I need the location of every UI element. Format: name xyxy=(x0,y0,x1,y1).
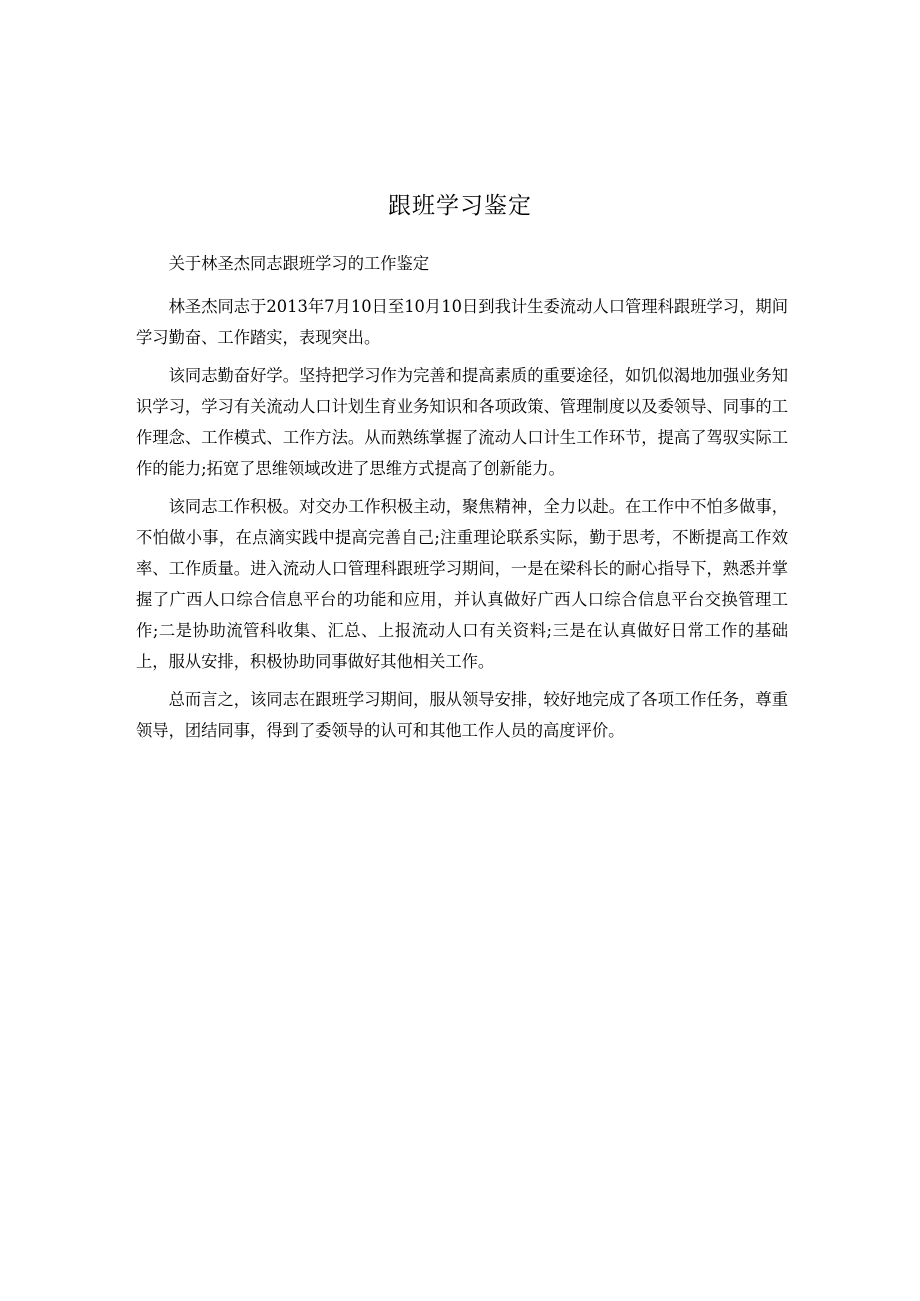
document-subtitle: 关于林圣杰同志跟班学习的工作鉴定 xyxy=(168,254,430,273)
paragraph-work: 该同志工作积极。对交办工作积极主动，聚焦精神，全力以赴。在工作中不怕多做事，不怕做小事，在点滴实践中提高完善自己;注重理论联系实际，勤于思考，不断提高工作效率、工作质量。进入流动人口管理科跟班学习期间，一是在梁科长的耐心指导下，熟悉并掌握了广西人口综合信息平台的功能和应用，并认真做好广西人口综合信息平台交换管理工作;二是协助流管科收集、汇总、上报流动人口有关资料;三是在认真做好日常工作的基础上，服从安排，积极协助同事做好其他相关工作。 xyxy=(136,497,788,671)
paragraph-summary: 总而言之，该同志在跟班学习期间，服从领导安排，较好地完成了各项工作任务，尊重领导，团结同事，得到了委领导的认可和其他工作人员的高度评价。 xyxy=(136,690,788,740)
paragraph-intro: 林圣杰同志于2013年7月10日至10月10日到我计生委流动人口管理科跟班学习，期间学习勤奋、工作踏实，表现突出。 xyxy=(136,297,788,347)
paragraph-study: 该同志勤奋好学。坚持把学习作为完善和提高素质的重要途径，如饥似渴地加强业务知识学习，学习有关流动人口计划生育业务知识和各项政策、管理制度以及委领导、同事的工作理念、工作模式、工作方法。从而熟练掌握了流动人口计生工作环节，提高了驾驭实际工作的能力;拓宽了思维领域改进了思维方式提高了创新能力。 xyxy=(136,366,788,478)
document-body xyxy=(136,248,788,753)
document-title: 跟班学习鉴定 xyxy=(388,193,532,219)
